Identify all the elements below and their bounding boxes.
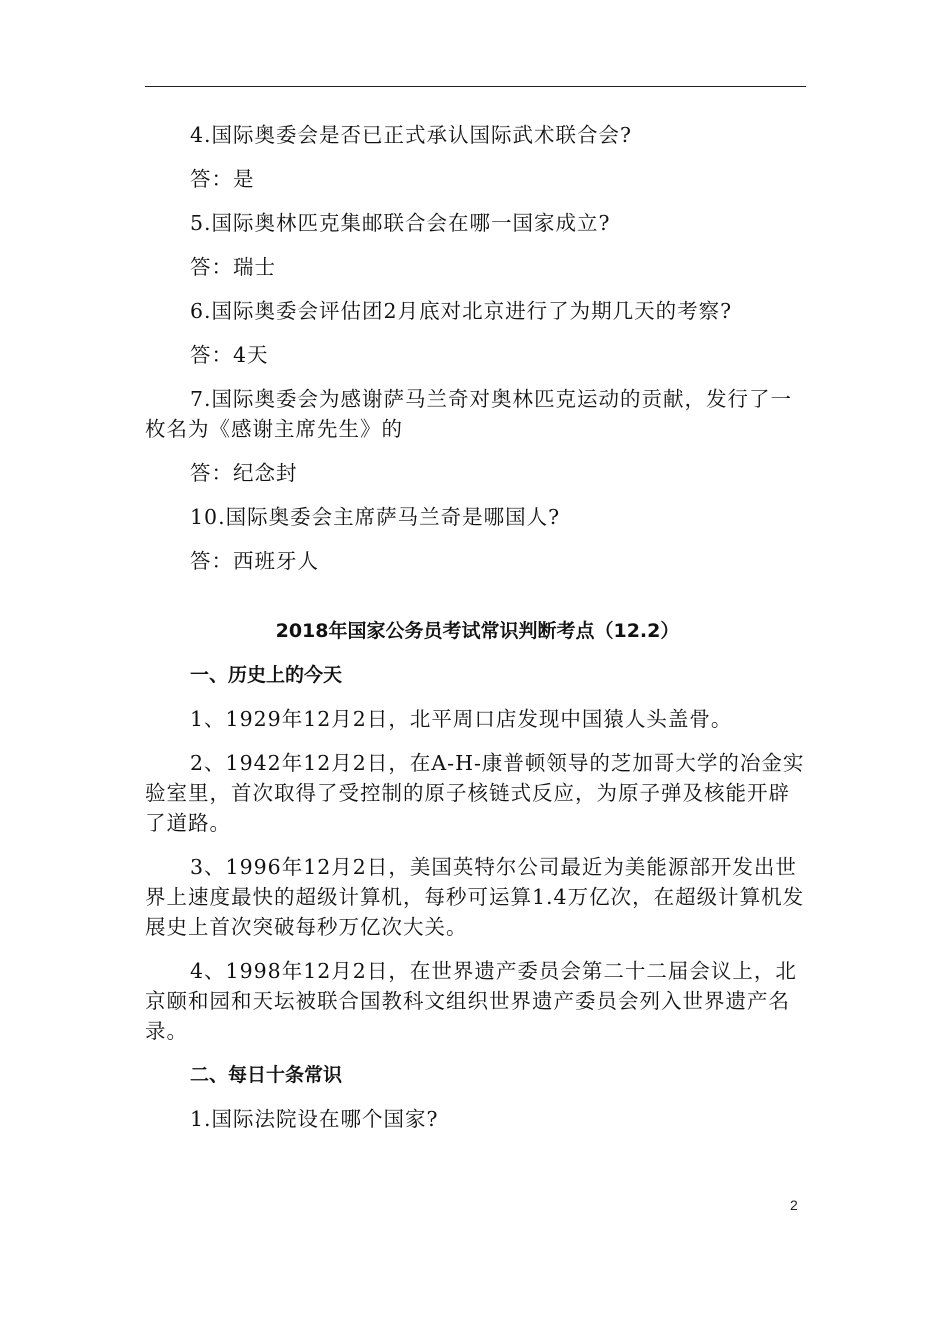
question-10: 10.国际奥委会主席萨马兰奇是哪国人? [190, 505, 561, 529]
question-7: 7.国际奥委会为感谢萨马兰奇对奥林匹克运动的贡献，发行了一枚名为《感谢主席先生》的 [145, 387, 793, 441]
question-5: 5.国际奥林匹克集邮联合会在哪一国家成立? [190, 211, 611, 235]
answer-5: 答：瑞士 [190, 255, 276, 279]
answer-6: 答：4天 [190, 343, 269, 367]
history-item-2: 2、1942年12月2日，在A-H-康普顿领导的芝加哥大学的冶金实验室里，首次取得了受控制的原子核链式反应，为原子弹及核能开辟了道路。 [145, 751, 805, 835]
answer-7: 答：纪念封 [190, 461, 298, 485]
question-6: 6.国际奥委会评估团2月底对北京进行了为期几天的考察? [190, 299, 733, 323]
history-item-1: 1、1929年12月2日，北平周口店发现中国猿人头盖骨。 [190, 707, 733, 731]
section-title: 2018年国家公务员考试常识判断考点（12.2） [275, 620, 680, 642]
question-4: 4.国际奥委会是否已正式承认国际武术联合会? [190, 123, 633, 147]
daily-heading: 二、每日十条常识 [190, 1064, 343, 1086]
answer-10: 答：西班牙人 [190, 549, 319, 573]
document-body [145, 120, 810, 1148]
history-heading: 一、历史上的今天 [190, 664, 343, 686]
page-number: 2 [790, 1197, 798, 1213]
header-rule [145, 86, 806, 87]
history-item-3: 3、1996年12月2日，美国英特尔公司最近为美能源部开发出世界上速度最快的超级计算机，每秒可运算1.4万亿次，在超级计算机发展史上首次突破每秒万亿次大关。 [145, 855, 805, 939]
answer-4: 答：是 [190, 167, 255, 191]
history-item-4: 4、1998年12月2日，在世界遗产委员会第二十二届会议上，北京颐和园和天坛被联合国教科文组织世界遗产委员会列入世界遗产名录。 [145, 959, 797, 1043]
daily-question-1: 1.国际法院设在哪个国家? [190, 1107, 439, 1131]
